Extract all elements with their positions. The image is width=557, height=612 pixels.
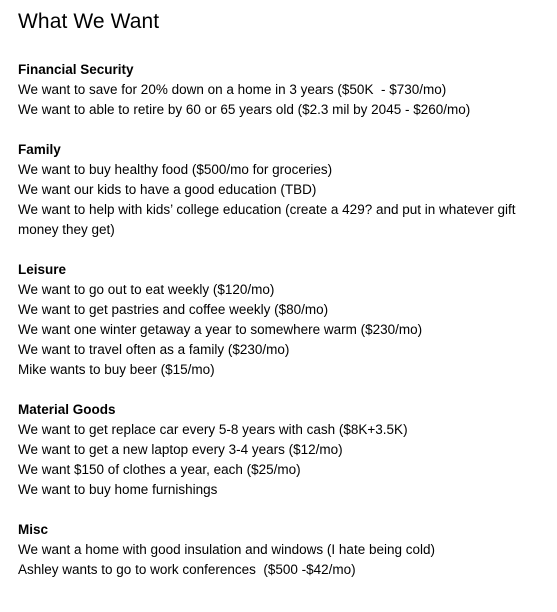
section-material-goods [18,400,550,500]
list-item: We want to buy home furnishings [18,482,218,497]
list-item: We want to able to retire by 60 or 65 years old ($2.3 mil by 2045 - $260/mo) [18,102,471,117]
document [18,8,550,580]
section-financial-security [18,60,550,120]
section-heading: Financial Security [18,62,134,77]
list-item: We want one winter getaway a year to somewhere warm ($230/mo) [18,322,423,337]
list-item: We want $150 of clothes a year, each ($25/mo) [18,462,301,477]
spacer [18,120,550,140]
section-leisure [18,260,550,380]
spacer [18,240,550,260]
section-heading: Leisure [18,262,67,277]
section-heading: Family [18,142,61,157]
list-item: Ashley wants to go to work conferences ($500 -$42/mo) [18,562,356,577]
page-title: What We Want [18,10,160,33]
list-item: We want to get pastries and coffee weekly ($80/mo) [18,302,329,317]
section-misc [18,520,550,580]
spacer [18,380,550,400]
section-heading: Misc [18,522,49,537]
list-item: We want to get replace car every 5-8 years with cash ($8K+3.5K) [18,422,408,437]
list-item: We want to travel often as a family ($230/mo) [18,342,290,357]
list-item: We want a home with good insulation and windows (I hate being cold) [18,542,435,557]
list-item: We want to go out to eat weekly ($120/mo) [18,282,275,297]
list-item: We want to save for 20% down on a home in 3 years ($50K - $730/mo) [18,82,447,97]
section-heading: Material Goods [18,402,116,417]
spacer [18,36,550,60]
list-item: We want to help with kids’ college education (create a 429? and put in whatever gift money they get) [18,202,516,237]
list-item: We want our kids to have a good education (TBD) [18,182,317,197]
list-item: We want to get a new laptop every 3-4 years ($12/mo) [18,442,343,457]
spacer [18,500,550,520]
list-item: Mike wants to buy beer ($15/mo) [18,362,215,377]
list-item: We want to buy healthy food ($500/mo for groceries) [18,162,333,177]
section-family [18,140,550,240]
